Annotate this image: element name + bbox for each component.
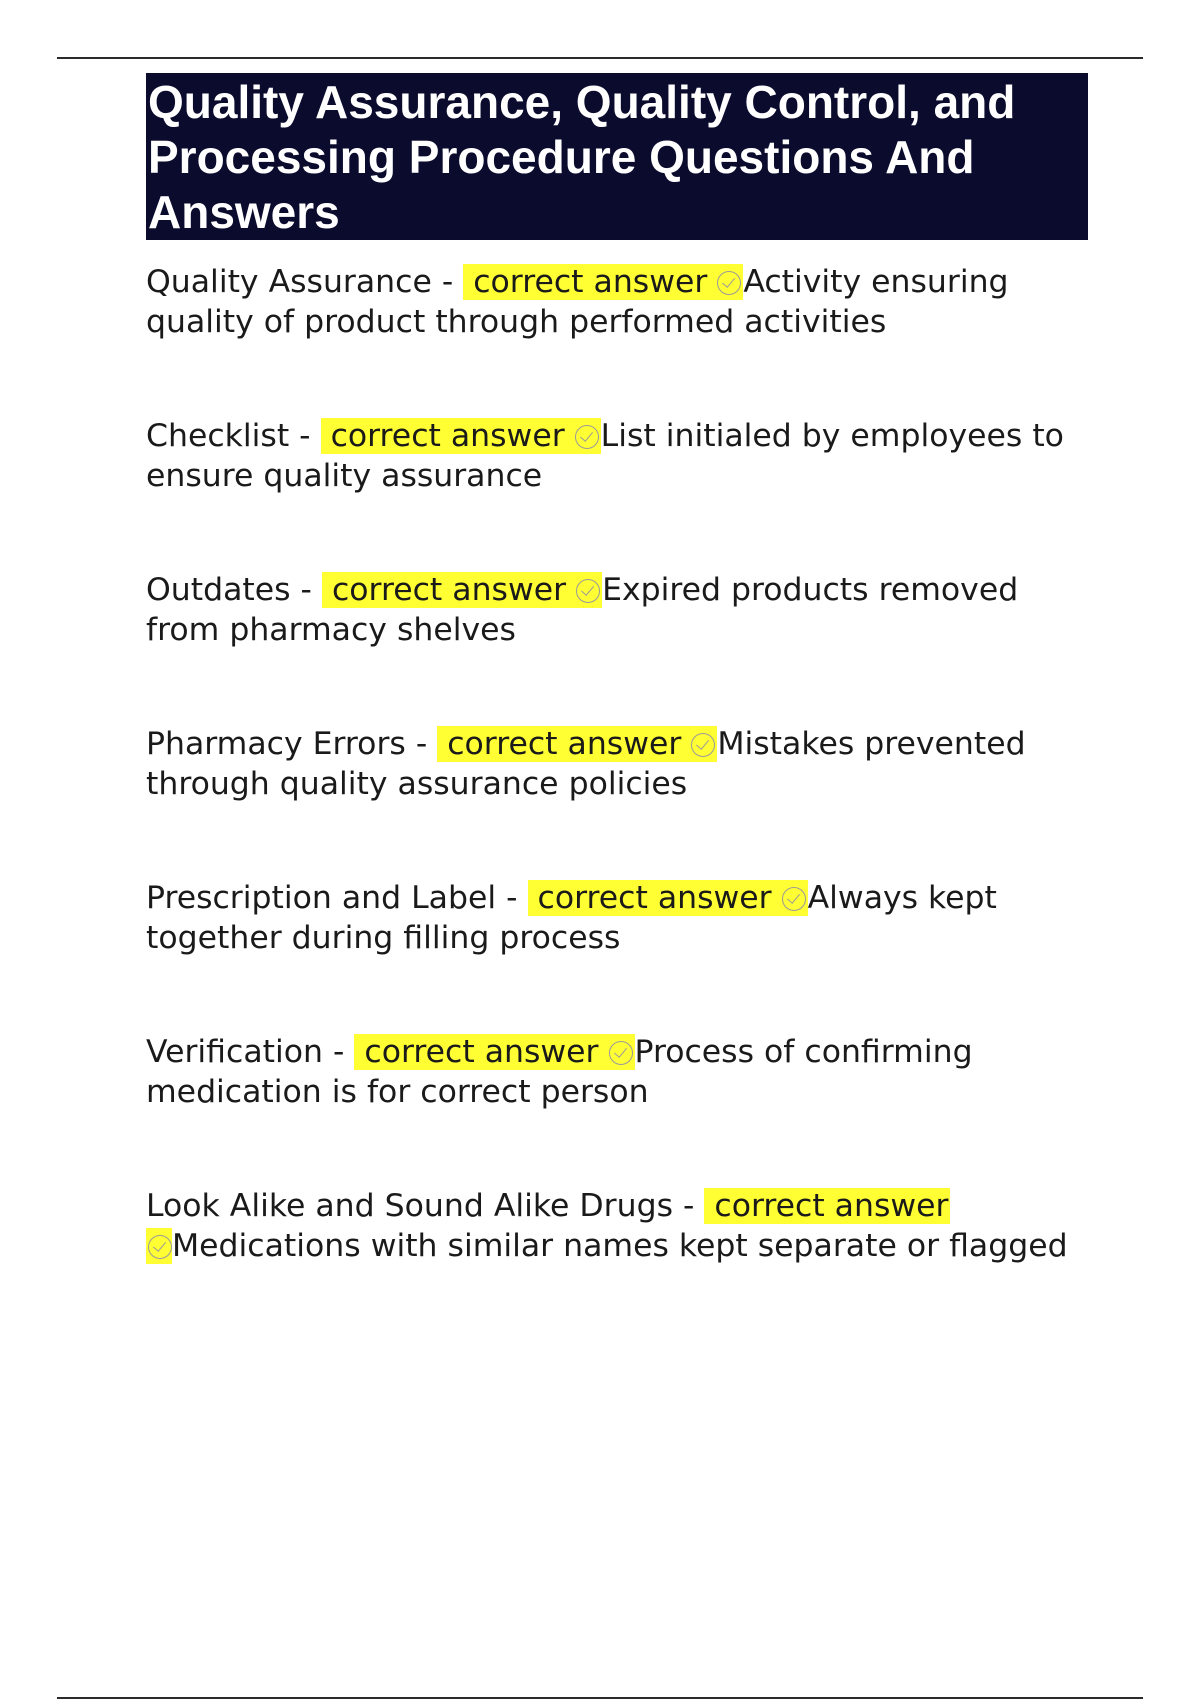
check-circle-icon xyxy=(575,425,599,449)
answer-highlight xyxy=(463,264,743,300)
qa-item-outdates xyxy=(146,570,1086,650)
answer-label: correct answer xyxy=(537,880,772,916)
definition: Mistakes prevented through quality assurance policies xyxy=(146,726,1026,802)
term: Pharmacy Errors - xyxy=(146,726,438,762)
qa-item-quality-assurance xyxy=(146,262,1086,342)
answer-label: correct answer xyxy=(447,726,682,762)
check-circle-icon xyxy=(782,887,806,911)
definition: Always kept together during filling process xyxy=(146,880,997,956)
answer-highlight xyxy=(321,418,601,454)
definition: Activity ensuring quality of product through performed activities xyxy=(146,264,1009,340)
term: Verification - xyxy=(146,1034,355,1070)
check-circle-icon xyxy=(576,579,600,603)
answer-label: correct answer xyxy=(330,418,565,454)
answer-highlight xyxy=(437,726,717,762)
check-circle-icon xyxy=(609,1041,633,1065)
definition: Expired products removed from pharmacy shelves xyxy=(146,572,1019,648)
title-banner xyxy=(146,73,1088,240)
qa-item-prescription-and-label xyxy=(146,878,1086,958)
answer-highlight xyxy=(528,880,808,916)
check-circle-icon xyxy=(717,271,741,295)
page-title: Quality Assurance, Quality Control, and Processing Procedure Questions And Answers xyxy=(148,76,1016,238)
qa-item-verification xyxy=(146,1032,1086,1112)
qa-item-checklist xyxy=(146,416,1086,496)
term: Outdates - xyxy=(146,572,322,608)
definition: Process of confirming medication is for correct person xyxy=(146,1034,973,1110)
check-circle-icon xyxy=(691,733,715,757)
term: Quality Assurance - xyxy=(146,264,464,300)
bottom-divider xyxy=(57,1697,1143,1699)
term: Prescription and Label - xyxy=(146,880,528,916)
answer-label: correct answer xyxy=(364,1034,599,1070)
answer-highlight xyxy=(322,572,602,608)
term: Look Alike and Sound Alike Drugs - xyxy=(146,1188,705,1224)
answer-highlight-tail xyxy=(146,1228,172,1264)
answer-label: correct answer xyxy=(331,572,567,608)
qa-list xyxy=(146,262,1086,1266)
definition: List initialed by employees to ensure quality assurance xyxy=(146,418,1064,494)
answer-label: correct answer xyxy=(473,264,708,300)
answer-highlight xyxy=(354,1034,634,1070)
answer-label: correct answer xyxy=(714,1188,949,1224)
answer-highlight xyxy=(704,1188,950,1224)
definition: Medications with similar names kept separate or flagged xyxy=(172,1228,1068,1264)
check-circle-icon xyxy=(148,1235,172,1259)
qa-item-pharmacy-errors xyxy=(146,724,1086,804)
qa-item-look-alike-sound-alike xyxy=(146,1186,1086,1266)
top-divider xyxy=(57,57,1143,59)
term: Checklist - xyxy=(146,418,321,454)
